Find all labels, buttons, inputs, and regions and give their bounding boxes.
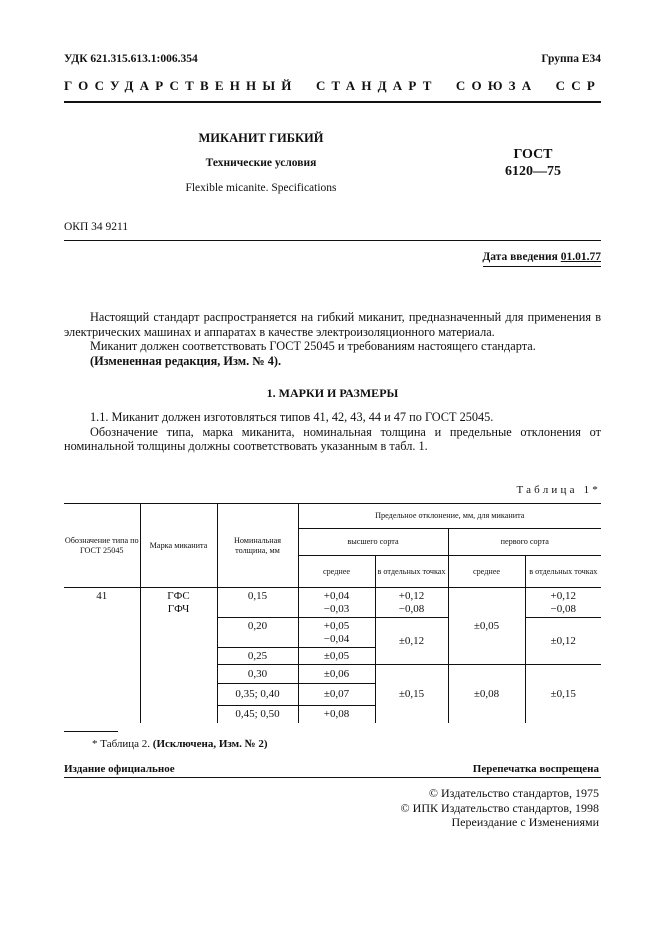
amendment-note: (Измененная редакция, Изм. № 4). — [90, 353, 282, 368]
avg-high-cell: ±0,06 — [298, 665, 375, 684]
thickness-cell: 0,45; 0,50 — [217, 706, 298, 723]
header-thickness: Номинальная толщина, мм — [217, 504, 298, 588]
points-high-cell — [375, 588, 448, 618]
header-average-highest: среднее — [298, 556, 375, 588]
thickness-cell: 0,35; 0,40 — [217, 684, 298, 706]
document-title: МИКАНИТ ГИБКИЙ — [198, 131, 324, 145]
section1-paragraph-2: Обозначение типа, марка миканита, номинальная толщина и предельные отклонения от номинальной толщины должны соответствовать указанным в табл. 1. — [64, 424, 601, 453]
official-edition: Издание официальное — [64, 763, 175, 775]
avg-high-cell — [298, 618, 375, 648]
section1-text — [64, 410, 601, 454]
deviation-plus: +0,12 — [550, 590, 576, 602]
intro-text — [64, 310, 601, 368]
copyright-1998: © ИПК Издательство стандартов, 1998 — [400, 800, 599, 815]
footnote-rule — [64, 731, 118, 732]
points-first-merged: ±0,12 — [525, 618, 601, 665]
header-average-first: среднее — [448, 556, 525, 588]
avg-high-cell: ±0,07 — [298, 684, 375, 706]
section-heading: 1. МАРКИ И РАЗМЕРЫ — [266, 386, 399, 400]
udk-code: УДК 621.315.613.1:006.354 — [64, 53, 198, 65]
header-rule — [64, 101, 601, 103]
footer-rule — [64, 777, 601, 778]
footnote — [92, 738, 268, 750]
header-grade: Марка миканита — [140, 504, 217, 588]
group-code: Группа Е34 — [541, 53, 601, 65]
deviation-minus: −0,04 — [323, 632, 350, 645]
deviation-plus: +0,04 — [323, 590, 350, 602]
reprint-prohibited: Перепечатка воспрещена — [472, 763, 599, 775]
title-block-rule — [64, 240, 601, 241]
thickness-cell: 0,20 — [217, 618, 298, 648]
section1-paragraph-1: 1.1. Миканит должен изготовляться типов 41, 42, 43, 44 и 47 по ГОСТ 25045. — [90, 410, 494, 424]
intro-paragraph-2: Миканит должен соответствовать ГОСТ 25045 и требованиям настоящего стандарта. — [90, 339, 536, 353]
english-title: Flexible micanite. Specifications — [185, 182, 337, 194]
intro-paragraph-1: Настоящий стандарт распространяется на гибкий миканит, предназначенный для применения в электрических машинах и аппаратах в качестве электроизоляционного материала. — [64, 310, 601, 339]
gost-label: ГОСТ — [513, 147, 553, 162]
deviation-minus: −0,08 — [550, 602, 576, 615]
header-type: Обозначение типа по ГОСТ 25045 — [64, 504, 140, 588]
table-caption: Таблица 1* — [516, 484, 601, 496]
avg-high-cell — [298, 588, 375, 618]
header-deviation: Предельное отклонение, мм, для миканита — [298, 504, 601, 529]
points-first-cell — [525, 588, 601, 618]
points-high-merged: ±0,12 — [375, 618, 448, 665]
avg-first-merged: ±0,05 — [448, 588, 525, 665]
gost-number: 6120—75 — [505, 164, 561, 179]
points-first-merged: ±0,15 — [550, 687, 576, 700]
footnote-bold: (Исключена, Изм. № 2) — [152, 738, 268, 750]
standard-title: ГОСУДАРСТВЕННЫЙ СТАНДАРТ СОЮЗА ССР — [64, 78, 601, 93]
reissue-note: Переиздание с Изменениями — [451, 815, 599, 829]
header-points-highest: в отдельных точках — [375, 556, 448, 588]
footnote-text: * Таблица 2. — [92, 738, 151, 750]
intro-date-label: Дата введения — [482, 251, 558, 263]
thickness-cell: 0,30 — [217, 665, 298, 684]
avg-high-cell: ±0,05 — [298, 648, 375, 665]
intro-date-value: 01.01.77 — [560, 251, 601, 263]
deviation-plus: +0,12 — [398, 590, 425, 602]
okp-code: ОКП 34 9211 — [64, 221, 129, 233]
header-points-first: в отдельных точках — [525, 556, 601, 588]
thickness-cell: 0,25 — [217, 648, 298, 665]
header-first-grade: первого сорта — [448, 529, 601, 556]
grade-cell — [140, 588, 217, 723]
header-highest-grade: высшего сорта — [298, 529, 448, 556]
type-cell: 41 — [64, 588, 140, 723]
intro-date — [482, 251, 601, 263]
points-high-merged: ±0,15 — [375, 665, 448, 723]
avg-first-merged: ±0,08 — [448, 665, 525, 723]
table-1 — [64, 503, 601, 723]
deviation-plus: +0,05 — [323, 620, 350, 632]
deviation-minus: −0,03 — [323, 602, 350, 615]
document-subtitle: Технические условия — [205, 157, 317, 169]
avg-high-cell: +0,08 — [298, 706, 375, 723]
grade-gfs: ГФС — [167, 590, 190, 602]
grade-gfch: ГФЧ — [167, 602, 190, 615]
copyright-1975: © Издательство стандартов, 1975 — [428, 786, 599, 800]
copyright-block — [401, 786, 599, 830]
intro-date-rule — [483, 266, 601, 267]
thickness-cell: 0,15 — [217, 588, 298, 618]
deviation-minus: −0,08 — [398, 602, 425, 615]
